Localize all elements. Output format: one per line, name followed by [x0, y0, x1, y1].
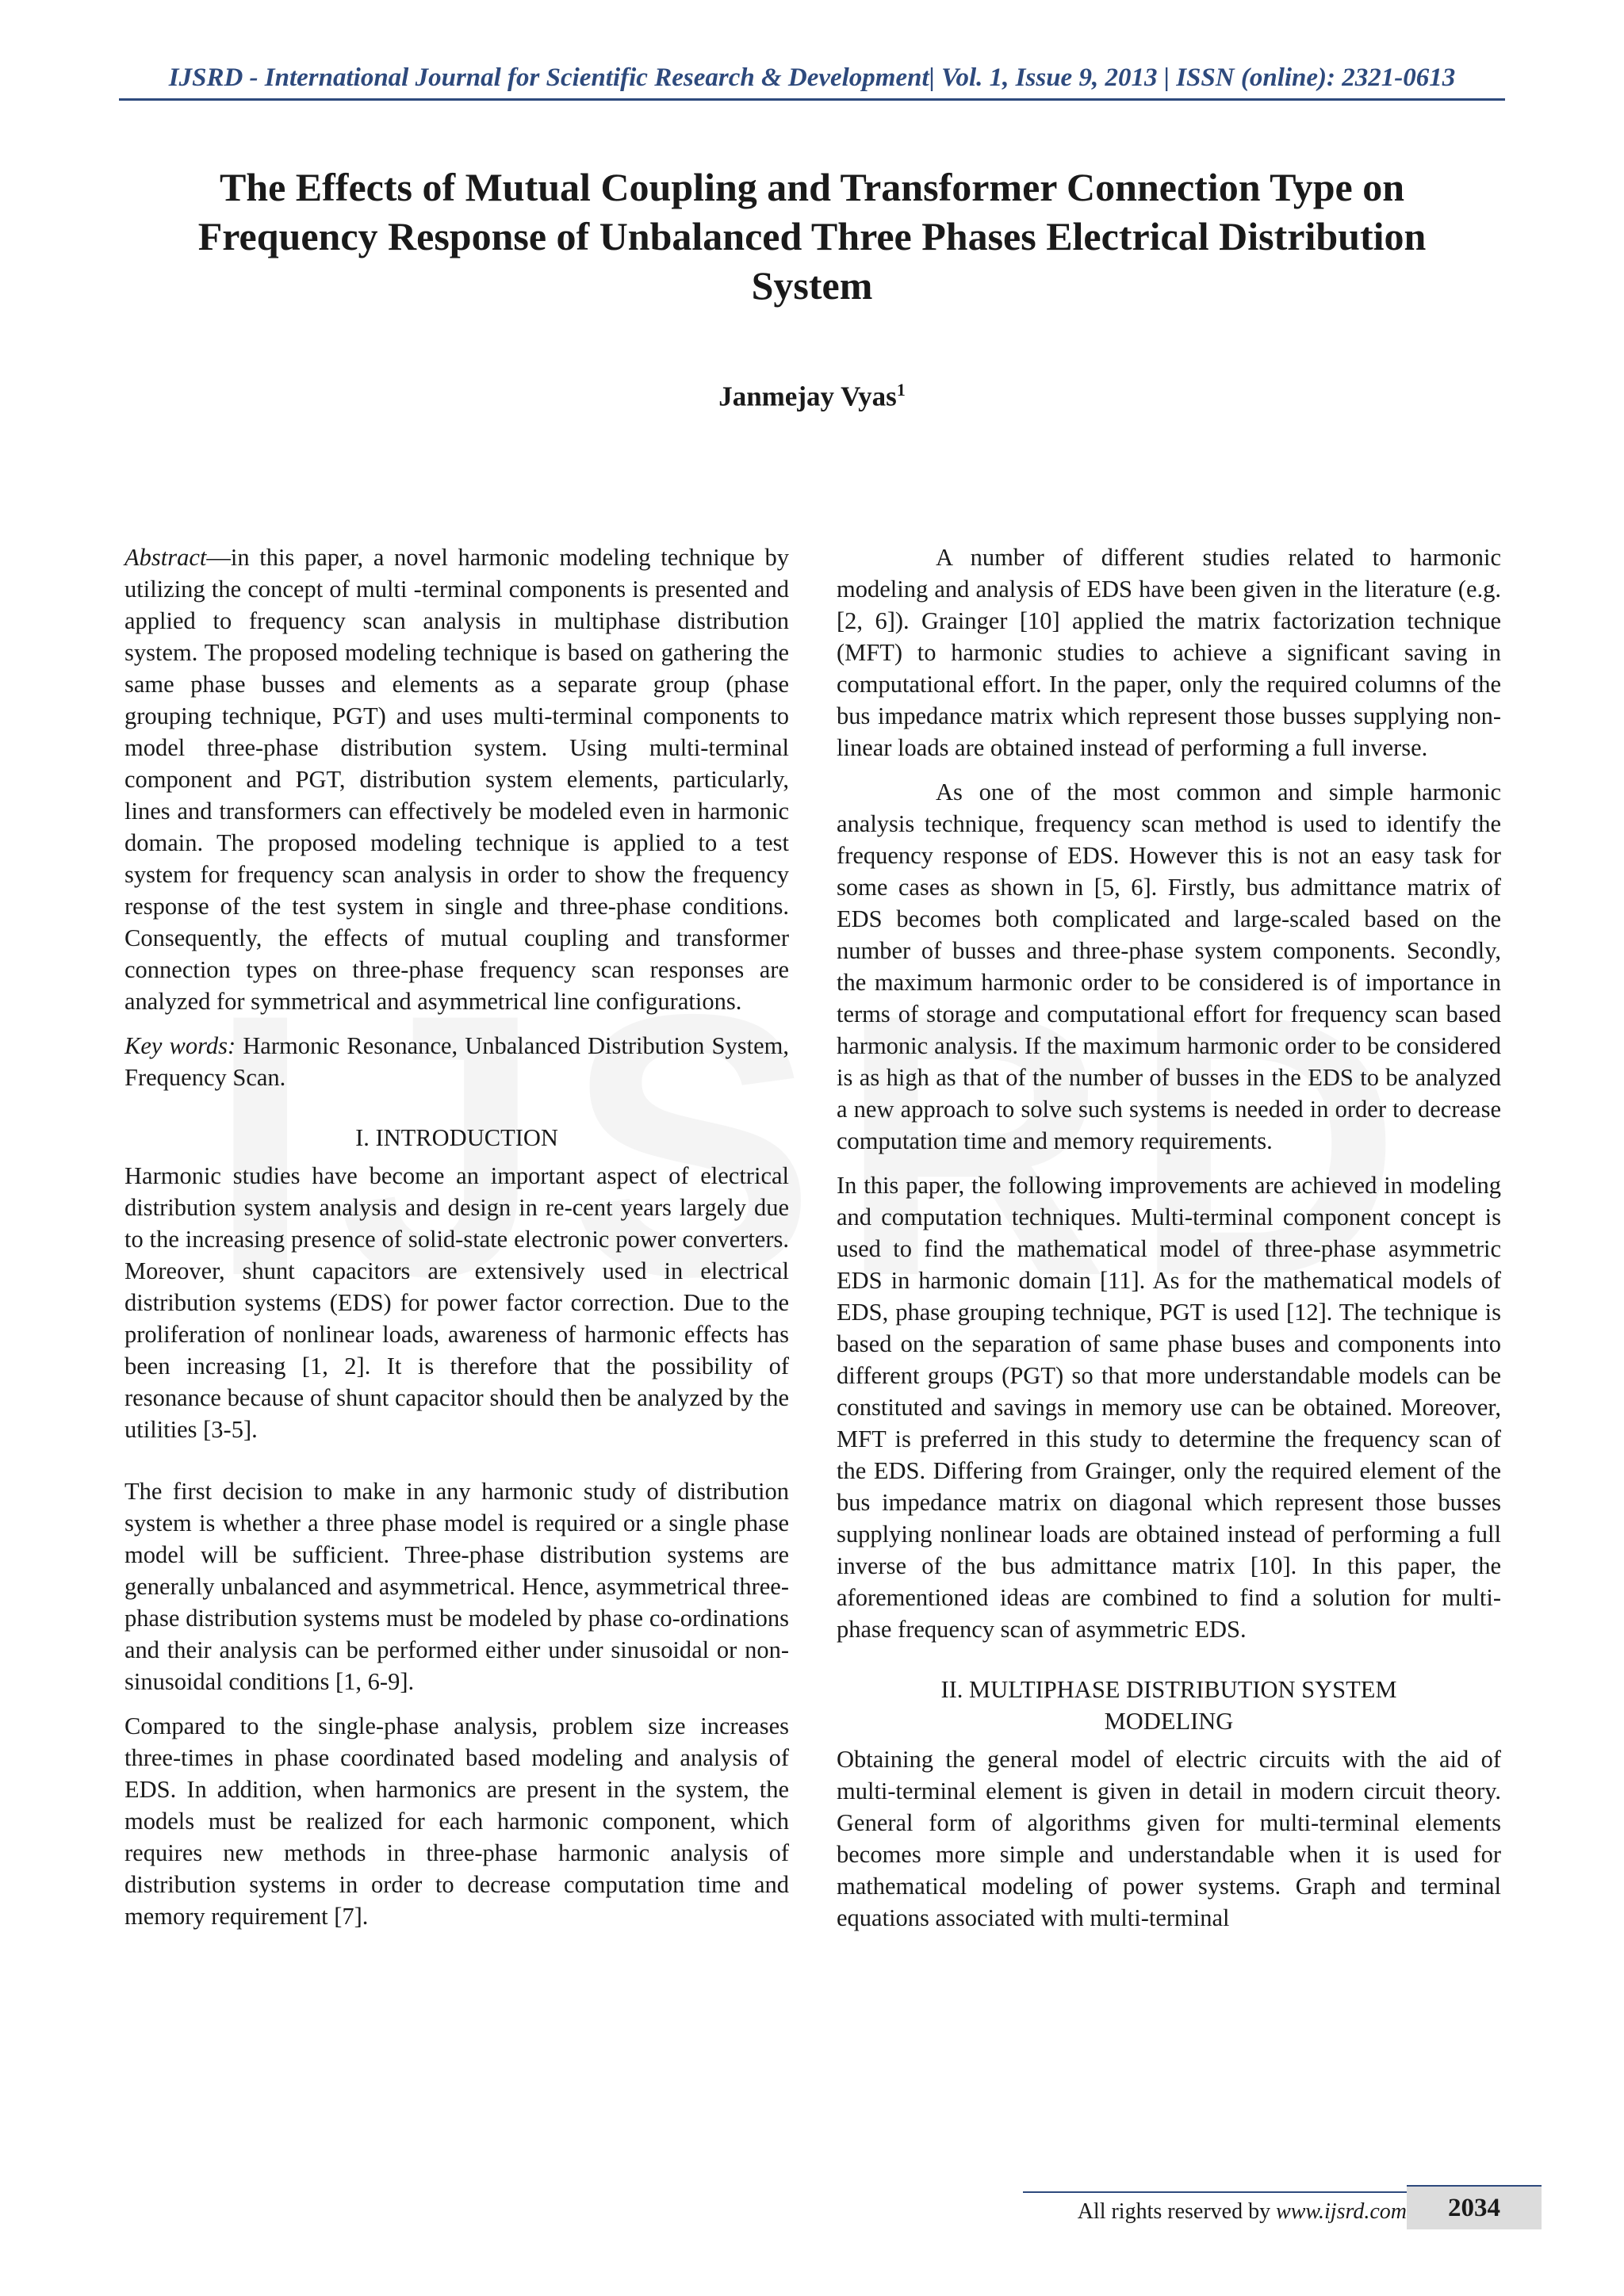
paper-title: The Effects of Mutual Coupling and Transformer Connection Type on Frequency Response of Unbalanced Three Phases Electrical Distribution System	[197, 165, 1427, 308]
abstract-body: in this paper, a novel harmonic modeling technique by utilizing the concept of multi -terminal components is presented and applied to frequency scan analysis in multiphase distribution system. The proposed modeling technique is based on gathering the same phase busses and elements as a separate group (phase grouping technique, PGT) and uses multi-terminal components to model three-phase distribution system. Using multi-terminal component and PGT, distribution system elements, particularly, lines and transformers can effectively be modeled even in harmonic domain. The proposed modeling technique is applied to a test system for frequency scan analysis in order to show the frequency response of the test system in single and three-phase conditions. Consequently, the effects of mutual coupling and transformer connection types on three-phase frequency scan responses are analyzed for symmetrical and asymmetrical line configurations.	[124, 544, 789, 1015]
footer-site-link[interactable]: www.ijsrd.com	[1276, 2199, 1407, 2224]
section-heading-introduction: I. INTRODUCTION	[355, 1124, 558, 1151]
keywords-paragraph	[124, 1030, 789, 1093]
abstract-paragraph	[124, 541, 789, 1017]
intro-paragraph-5: As one of the most common and simple harmonic analysis technique, frequency scan method is used to identify the frequency response of EDS. However this is not an easy task for some cases as shown in [5, 6]. Firstly, bus admittance matrix of EDS becomes both complicated and large-scaled based on the number of busses and three-phase system components. Secondly, the maximum harmonic order to be considered is of importance in terms of storage and computational effort for frequency scan based harmonic analysis. If the maximum harmonic order to be considered is as high as that of the number of busses in the EDS to be analyzed a new approach to solve such systems is needed in order to decrease computation time and memory requirements.	[837, 779, 1501, 1154]
abstract-lead: Abstract	[124, 544, 207, 571]
modeling-paragraph-1: Obtaining the general model of electric circuits with the aid of multi-terminal element is given in detail in modern circuit theory. General form of algorithms given for multi-terminal elements becomes more simple and understandable when it is used for mathematical modeling of power systems. Graph and terminal equations associated with multi-terminal	[837, 1746, 1501, 1931]
header-rule	[119, 98, 1505, 101]
author-line	[159, 373, 1465, 415]
right-column	[837, 541, 1501, 1946]
page-number: 2034	[1407, 2185, 1542, 2229]
intro-paragraph-4: A number of different studies related to harmonic modeling and analysis of EDS have been given in the literature (e.g. [2, 6]). Grainger [10] applied the matrix factorization technique (MFT) to harmonic studies to achieve a significant saving in computational effort. In the paper, only the required columns of the bus impedance matrix which represent those busses supplying non-linear loads are obtained instead of performing a full inverse.	[837, 544, 1501, 761]
running-header: IJSRD - International Journal for Scientific Research & Development| Vol. 1, Issue 9, 2013 | ISSN (online): 2321-0613	[168, 63, 1456, 92]
footer-rights-text: All rights reserved by	[1077, 2199, 1271, 2224]
keywords-body: Harmonic Resonance, Unbalanced Distribution System, Frequency Scan.	[124, 1032, 789, 1091]
intro-paragraph-1: Harmonic studies have become an important aspect of electrical distribution system analysis and design in re-cent years largely due to the increasing presence of solid-state electronic power converters. Moreover, shunt capacitors are extensively used in electrical distribution systems (EDS) for power factor correction. Due to the proliferation of nonlinear loads, awareness of harmonic effects has been increasing [1, 2]. It is therefore that the possibility of resonance because of shunt capacitor should then be analyzed by the utilities [3-5].	[124, 1162, 789, 1443]
intro-paragraph-2: The first decision to make in any harmonic study of distribution system is whether a three phase model is required or a single phase model will be sufficient. Three-phase distribution systems are generally unbalanced and asymmetrical. Hence, asymmetrical three-phase distribution systems must be modeled by phase co-ordinations and their analysis can be performed either under sinusoidal or non-sinusoidal conditions [1, 6-9].	[124, 1478, 789, 1695]
author-affiliation-mark: 1	[896, 380, 906, 400]
section-heading-modeling-line-2: MODELING	[1104, 1708, 1234, 1735]
section-heading-modeling-line-1: II. MULTIPHASE DISTRIBUTION SYSTEM	[940, 1676, 1397, 1703]
intro-paragraph-3: Compared to the single-phase analysis, problem size increases three-times in phase coordinated based modeling and analysis of EDS. In addition, when harmonics are present in the system, the models must be realized for each harmonic component, which requires new methods in three-phase harmonic analysis of distribution systems in order to decrease computation time and memory requirement [7].	[124, 1712, 789, 1930]
section-heading-modeling	[837, 1674, 1501, 1737]
abstract-dash: —	[206, 544, 231, 571]
left-column	[124, 541, 789, 1945]
intro-paragraph-6: In this paper, the following improvements are achieved in modeling and computation techniques. Multi-terminal component concept is used to find the mathematical model of three-phase asymmetric EDS in harmonic domain [11]. As for the mathematical models of EDS, phase grouping technique, PGT is used [12]. The technique is based on the separation of same phase buses and components into different groups (PGT) so that more understandable models can be constituted and savings in memory use can be obtained. Moreover, MFT is preferred in this study to determine the frequency scan of the EDS. Differing from Grainger, only the required element of the bus impedance matrix on diagonal which represent those busses supplying nonlinear loads are obtained instead of performing a full inverse of the bus admittance matrix [10]. In this paper, the aforementioned ideas are combined to find a solution for multi-phase frequency scan of asymmetric EDS.	[837, 1172, 1501, 1643]
author-name: Janmejay Vyas	[718, 381, 897, 412]
footer-rights	[1023, 2191, 1407, 2229]
keywords-lead: Key words:	[124, 1032, 236, 1059]
